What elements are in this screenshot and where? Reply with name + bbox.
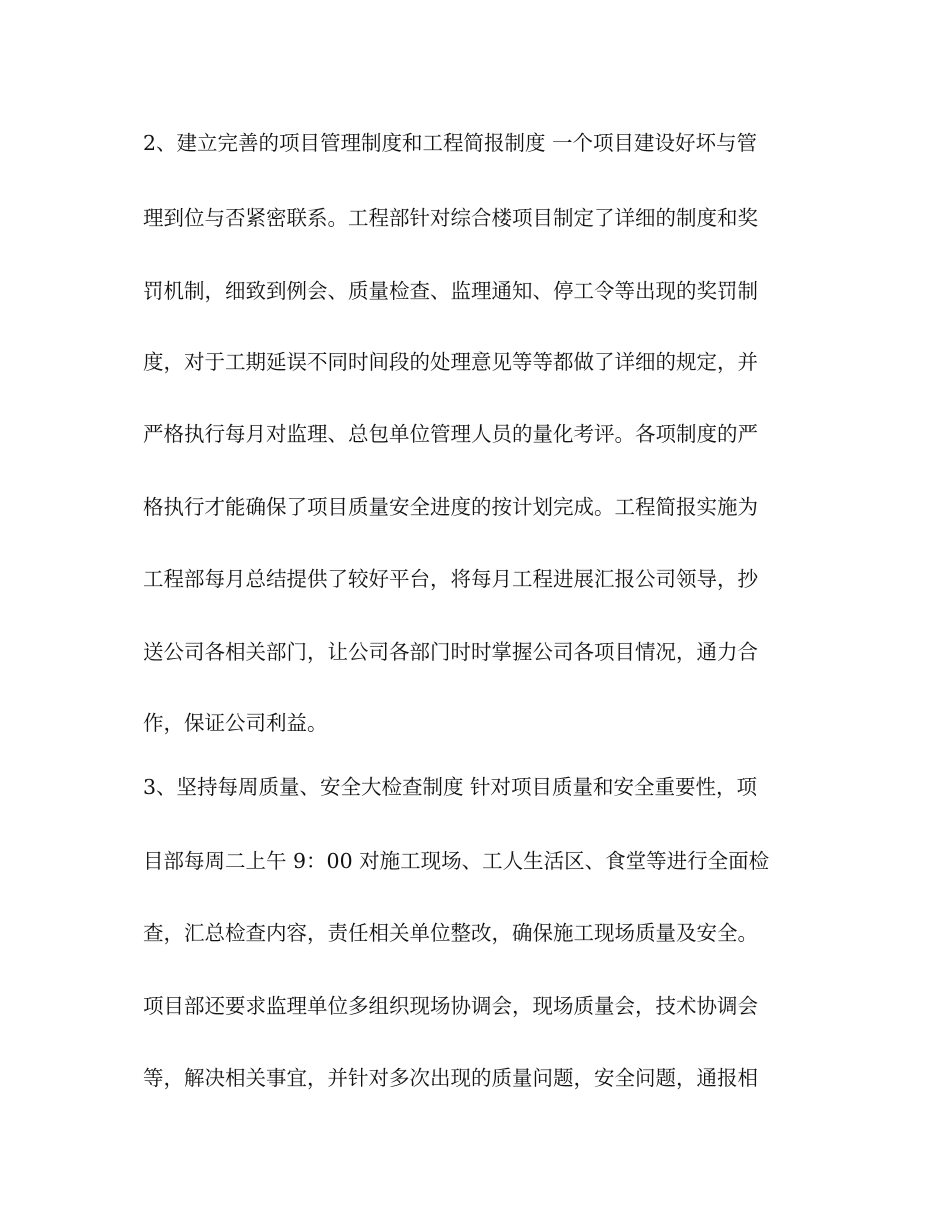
text-line: 理到位与否紧密联系。工程部针对综合楼项目制定了详细的制度和奖 xyxy=(143,206,758,230)
text-line: 工程部每月总结提供了较好平台，将每月工程进展汇报公司领导，抄 xyxy=(143,567,758,591)
text-line: 项目部还要求监理单位多组织现场协调会，现场质量会，技术协调会 xyxy=(143,994,758,1018)
text-line: 2、建立完善的项目管理制度和工程简报制度 一个项目建设好坏与管 xyxy=(143,131,758,155)
text-line: 目部每周二上午 9：00 对施工现场、工人生活区、食堂等进行全面检 xyxy=(143,849,770,873)
text-line: 送公司各相关部门，让公司各部门时时掌握公司各项目情况，通力合 xyxy=(143,640,758,664)
text-line: 罚机制，细致到例会、质量检查、监理通知、停工令等出现的奖罚制 xyxy=(143,279,758,303)
text-line: 格执行才能确保了项目质量安全进度的按计划完成。工程简报实施为 xyxy=(143,495,758,519)
text-line: 等，解决相关事宜，并针对多次出现的质量问题，安全问题，通报相 xyxy=(143,1066,758,1090)
text-line: 作，保证公司利益。 xyxy=(143,711,328,735)
text-line: 度，对于工期延误不同时间段的处理意见等等都做了详细的规定，并 xyxy=(143,350,758,374)
text-line: 严格执行每月对监理、总包单位管理人员的量化考评。各项制度的严 xyxy=(143,422,758,446)
text-line: 3、坚持每周质量、安全大检查制度 针对项目质量和安全重要性，项 xyxy=(143,775,758,799)
text-line: 查，汇总检查内容，责任相关单位整改，确保施工现场质量及安全。 xyxy=(143,921,758,945)
